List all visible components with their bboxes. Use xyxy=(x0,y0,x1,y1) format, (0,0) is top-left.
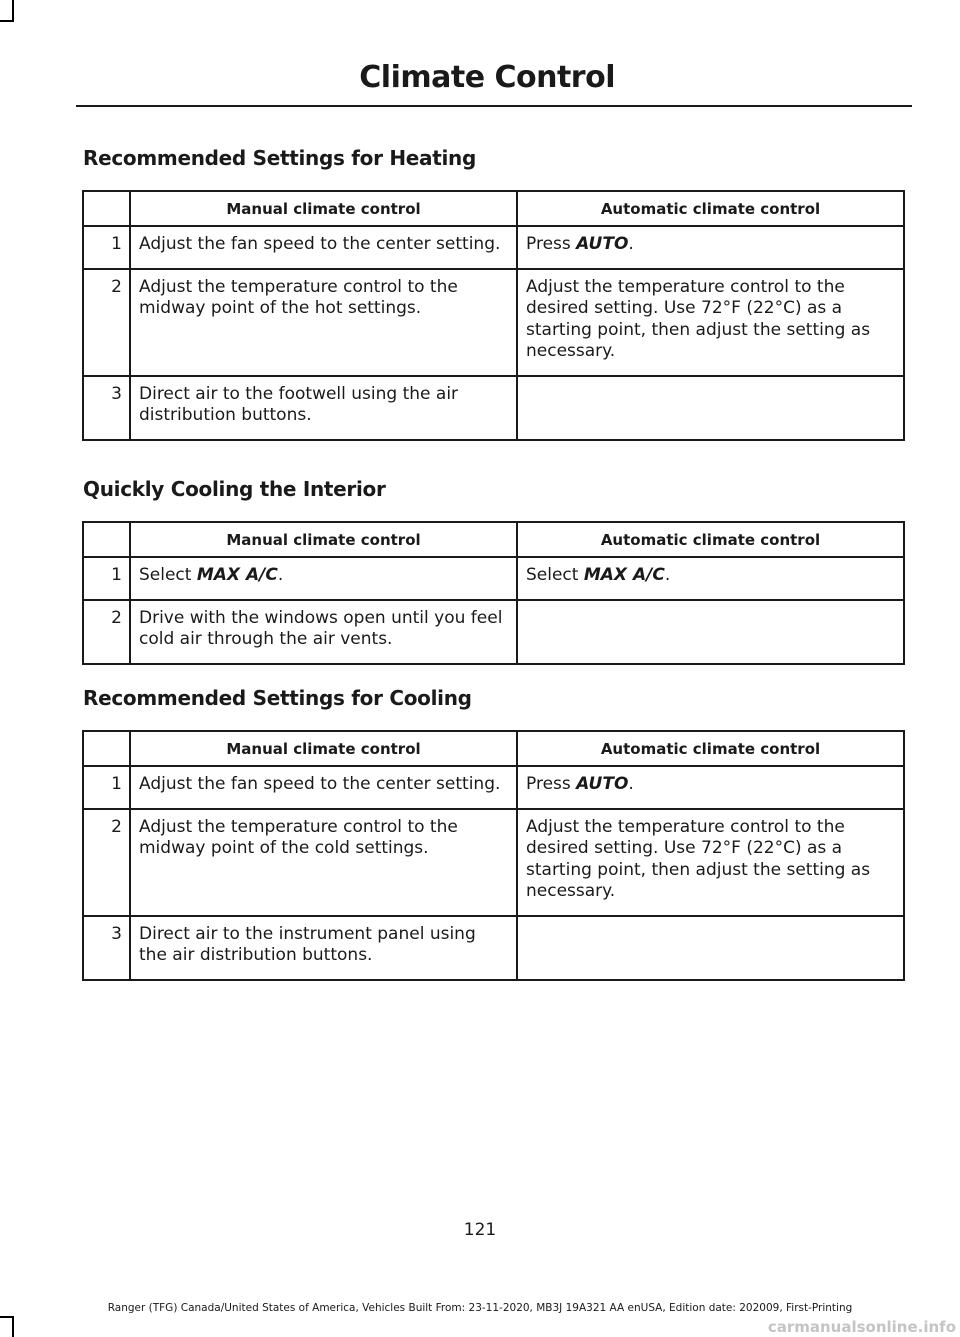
table-row xyxy=(83,600,904,664)
automatic-step xyxy=(517,376,904,440)
control-keyword: MAX A/C xyxy=(583,565,665,585)
quick-cooling-table xyxy=(82,521,905,665)
cooling-settings-table xyxy=(82,730,905,981)
step-number: 2 xyxy=(83,809,130,916)
section-heading-quick-cooling: Quickly Cooling the Interior xyxy=(83,477,386,501)
step-prefix: Select xyxy=(526,565,584,585)
footer-edition-info: Ranger (TFG) Canada/United States of America, Vehicles Built From: 23-11-2020, MB3J 19A321 AA enUSA, Edition date: 202009, First-Printing xyxy=(107,1302,853,1314)
section-heading-cooling: Recommended Settings for Cooling xyxy=(83,686,472,710)
section-heading-heating: Recommended Settings for Heating xyxy=(83,146,477,170)
page-number: 121 xyxy=(463,1220,497,1240)
step-suffix: . xyxy=(628,774,634,794)
automatic-step xyxy=(517,600,904,664)
control-keyword: AUTO xyxy=(576,234,629,254)
step-number: 2 xyxy=(83,600,130,664)
step-prefix: Press xyxy=(526,234,577,254)
manual-step: Adjust the temperature control to the midway point of the cold settings. xyxy=(130,809,517,916)
step-prefix: Press xyxy=(526,774,577,794)
step-number: 3 xyxy=(83,376,130,440)
manual-step: Direct air to the footwell using the air distribution buttons. xyxy=(130,376,517,440)
crop-mark-top-left-v xyxy=(12,0,14,22)
automatic-step xyxy=(517,557,904,600)
manual-step: Direct air to the instrument panel using the air distribution buttons. xyxy=(130,916,517,980)
crop-mark-top-left-h xyxy=(0,20,14,22)
table-row xyxy=(83,269,904,376)
crop-mark-bottom-left-h xyxy=(0,1316,14,1318)
column-header-automatic: Automatic climate control xyxy=(517,522,904,557)
step-number: 3 xyxy=(83,916,130,980)
step-number: 1 xyxy=(83,557,130,600)
automatic-step xyxy=(517,766,904,809)
step-number: 1 xyxy=(83,226,130,269)
manual-step: Drive with the windows open until you feel cold air through the air vents. xyxy=(130,600,517,664)
column-header-automatic: Automatic climate control xyxy=(517,191,904,226)
watermark: carmanualsonline.info xyxy=(767,1318,956,1336)
table-header-row xyxy=(83,191,904,226)
header-blank-cell xyxy=(83,731,130,766)
control-keyword: AUTO xyxy=(576,774,629,794)
step-suffix: . xyxy=(664,565,671,585)
crop-mark-bottom-left-v xyxy=(12,1316,14,1337)
table-row xyxy=(83,376,904,440)
table-header-row xyxy=(83,522,904,557)
column-header-manual: Manual climate control xyxy=(130,522,517,557)
heating-settings-table xyxy=(82,190,905,441)
table-row xyxy=(83,766,904,809)
table-row xyxy=(83,809,904,916)
page-title: Climate Control xyxy=(359,60,615,95)
table-row xyxy=(83,226,904,269)
control-keyword: MAX A/C xyxy=(196,565,278,585)
header-divider xyxy=(76,105,912,107)
automatic-step: Adjust the temperature control to the desired setting. Use 72°F (22°C) as a starting point, then adjust the setting as necessary. xyxy=(517,269,904,376)
step-prefix: Select xyxy=(139,565,197,585)
column-header-automatic: Automatic climate control xyxy=(517,731,904,766)
table-row xyxy=(83,557,904,600)
table-header-row xyxy=(83,731,904,766)
automatic-step: Adjust the temperature control to the desired setting. Use 72°F (22°C) as a starting point, then adjust the setting as necessary. xyxy=(517,809,904,916)
step-suffix: . xyxy=(628,234,634,254)
automatic-step xyxy=(517,226,904,269)
step-number: 2 xyxy=(83,269,130,376)
manual-step: Adjust the fan speed to the center setting. xyxy=(130,766,517,809)
header-blank-cell xyxy=(83,191,130,226)
manual-step: Adjust the temperature control to the midway point of the hot settings. xyxy=(130,269,517,376)
manual-step: Adjust the fan speed to the center setting. xyxy=(130,226,517,269)
column-header-manual: Manual climate control xyxy=(130,731,517,766)
step-number: 1 xyxy=(83,766,130,809)
step-suffix: . xyxy=(277,565,284,585)
column-header-manual: Manual climate control xyxy=(130,191,517,226)
manual-step xyxy=(130,557,517,600)
header-blank-cell xyxy=(83,522,130,557)
table-row xyxy=(83,916,904,980)
automatic-step xyxy=(517,916,904,980)
